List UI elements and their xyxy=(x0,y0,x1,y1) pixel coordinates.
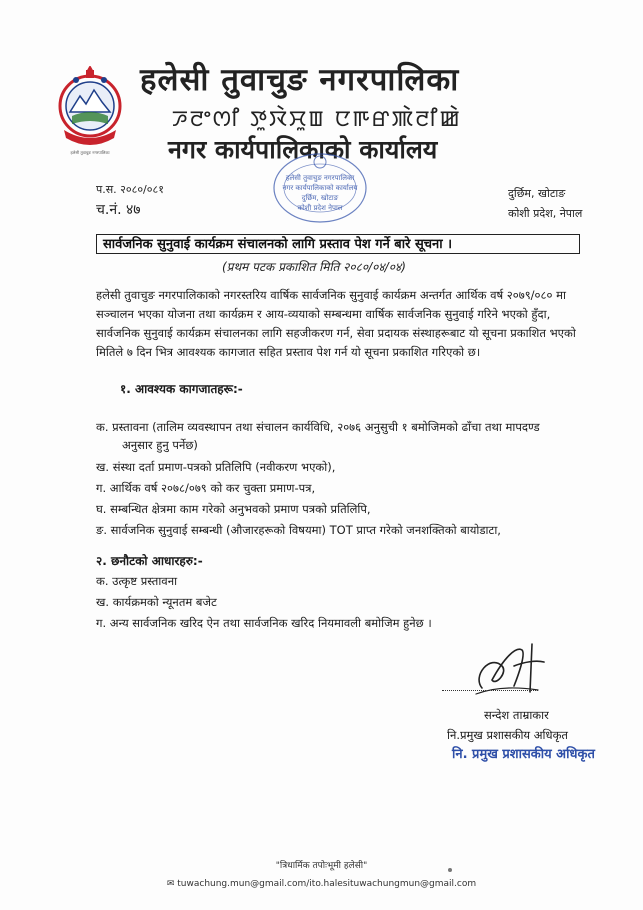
decorative-dot xyxy=(448,868,452,872)
body-line: सञ्चालन भएका योजना तथा कार्यक्रम र आय-व्ययाको सम्बन्धमा वार्षिक सार्वजनिक सुनुवाई गरिने भएको हुँदा, xyxy=(96,307,551,321)
municipality-name: हलेसी तुवाचुङ नगरपालिका xyxy=(140,62,460,98)
section-required-documents-heading: १. आवश्यक कागजातहरू:- xyxy=(120,382,243,396)
notice-subject: सार्वजनिक सुनुवाई कार्यक्रम संचालनको लागि प्रस्ताव पेश गर्ने बारे सूचना । xyxy=(96,234,580,254)
list-item: अनुसार हुनु पर्नेछ) xyxy=(122,438,198,452)
signatory-name: सन्देश ताम्राकार xyxy=(484,708,549,722)
stamp-line-4: कोशी प्रदेश नेपाल xyxy=(297,204,343,212)
address-line-2: कोशी प्रदेश, नेपाल xyxy=(508,207,583,220)
footer-motto: "त्रिधार्मिक तपोःभूमी हलेसी" xyxy=(275,861,368,871)
list-item: ङ. सार्वजनिक सुनुवाई सम्बन्धी (औजारहरूको विषयमा) TOT प्राप्त गरेको जनशक्तिको बायोडाटा, xyxy=(96,523,501,537)
footer-contact: ✉ tuwachung.mun@gmail.com/ito.halesituwachungmun@gmail.com xyxy=(166,879,477,889)
municipality-name-script: ꯍꯂꯦꯁꯤ ꯇꯨꯋꯥꯆꯨꯡ ꯅꯒꯔꯄꯥꯂꯤꯀꯥ xyxy=(172,107,462,132)
notice-body xyxy=(96,286,596,362)
list-item: ख. संस्था दर्ता प्रमाण-पत्रको प्रतिलिपि (नवीकरण भएको), xyxy=(96,460,336,474)
office-stamp xyxy=(268,148,372,232)
letter-number: प.स. २०८०/०८१ xyxy=(96,183,164,196)
published-date: (प्रथम पटक प्रकाशित मिति २०८०/०४/०४) xyxy=(222,260,406,274)
list-item: क. प्रस्तावना (तालिम व्यवस्थापन तथा संचालन कार्यविधि, २०७६ अनुसुची १ बमोजिमको ढाँचा तथा मापदण्ड xyxy=(96,420,540,434)
body-line: मितिले ७ दिन भित्र आवश्यक कागजात सहित प्रस्ताव पेश गर्न यो सूचना प्रकाशित गरिएको छ। xyxy=(96,345,481,359)
office-name: नगर कार्यपालिकाको कार्यालय xyxy=(168,135,438,164)
section-selection-criteria-heading: २. छनौटको आधारहरु:- xyxy=(96,554,203,568)
address-line-1: दुर्छिम, खोटाङ xyxy=(508,187,566,200)
emblem-caption: हलेसी तुवाचुङ नगरपालिका xyxy=(70,150,110,155)
stamp-line-3: दुर्छिम, खोटाङ xyxy=(301,194,339,202)
list-item: घ. सम्बन्धित क्षेत्रमा काम गरेको अनुभवको प्रमाण पत्रको प्रतिलिपि, xyxy=(96,502,371,516)
signatory-title: नि.प्रमुख प्रशासकीय अधिकृत xyxy=(447,728,568,742)
dispatch-number: च.नं. ४७ xyxy=(96,202,141,218)
stamp-line-1: हलेसी तुवाचुङ नगरपालिका xyxy=(285,174,355,182)
signatory-stamp: नि. प्रमुख प्रशासकीय अधिकृत xyxy=(452,747,595,762)
list-item: ग. आर्थिक वर्ष २०७८/०७९ को कर चुक्ता प्रमाण-पत्र, xyxy=(96,481,316,495)
signature-line xyxy=(442,690,538,691)
stamp-line-2: नगर कार्यपालिकाको कार्यालय xyxy=(282,184,358,192)
body-line: हलेसी तुवाचुङ नगरपालिकाको नगरस्तरिय वार्षिक सार्वजनिक सुनुवाई कार्यक्रम अन्तर्गत आर्थिक वर्ष २०७९/०८० मा xyxy=(96,288,567,302)
list-item: ग. अन्य सार्वजनिक खरिद ऐन तथा सार्वजनिक खरिद नियमावली बमोजिम हुनेछ । xyxy=(96,616,432,630)
list-item: ख. कार्यक्रमको न्यूनतम बजेट xyxy=(96,595,217,609)
signature-icon xyxy=(452,636,562,696)
list-item: क. उत्कृष्ट प्रस्तावना xyxy=(96,574,178,588)
body-line: सार्वजनिक सुनुवाई कार्यक्रम संचालनका लागि सहजीकरण गर्न, सेवा प्रदायक संस्थाहरूबाट यो सूचना प्रकाशित भएको xyxy=(96,326,576,340)
nepal-emblem-icon xyxy=(56,66,124,150)
